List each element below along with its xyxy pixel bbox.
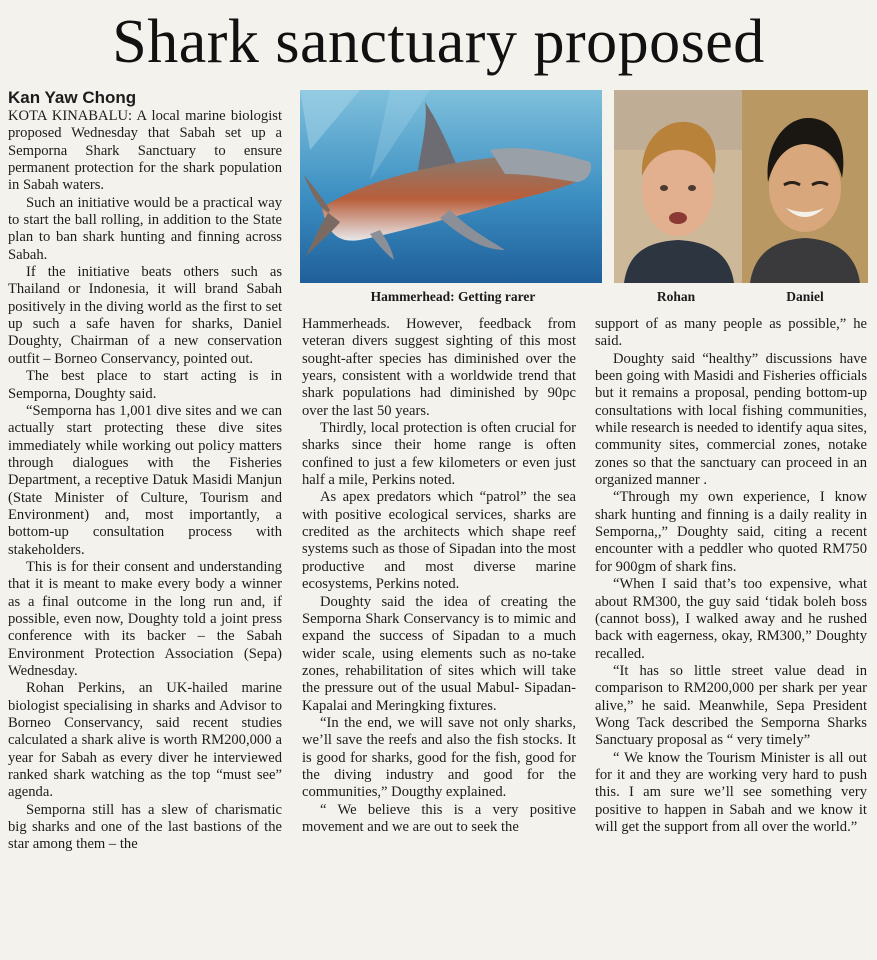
paragraph: Thirdly, local protection is often crucial for sharks since their home range is often confined to just a few kilometers or even just half a mile, Perkins noted.	[302, 420, 576, 489]
hammerhead-photo	[300, 90, 602, 283]
paragraph: “It has so little street value dead in comparison to RM200,000 per shark per year alive,” he said. Meanwhile, Sepa President Wong Tack described the Semporna Sharks Sanctuary proposal as “ very timely”	[595, 662, 867, 749]
paragraph: If the initiative beats others such as Thailand or Indonesia, it will brand Sabah positively in the diving world as the first to set up such a safe haven for sharks, Daniel Doughty, Chairman of a new conservation outfit – Borneo Conservancy, pointed out.	[8, 264, 282, 367]
paragraph: Doughty said the idea of creating the Semporna Shark Conservancy is to mimic and expand the success of Sipadan to a much wider scale, using elements such as no-take zones, rehabilitation of sites which will take the pressure out of the usual Mabul- Sipadan- Kapalai and Meringking fixtures.	[302, 593, 576, 714]
paragraph: “ We believe this is a very positive movement and we are out to seek the	[302, 801, 576, 835]
caption-rohan: Rohan	[656, 289, 696, 304]
paragraph: “Semporna has 1,001 dive sites and we can actually start protecting these dive sites immediately while working out policy matters through dialogues with the Fisheries Department, a receptive Datuk Masidi Manjun (State Minister of Culture, Tourism and Environment) and, most importantly, a bottom-up consultation process with stakeholders.	[8, 402, 282, 558]
paragraph: Doughty said “healthy” discussions have been going with Masidi and Fisheries officials but it remains a proposal, pending bottom-up consultations with local fishing communities, while research is needed to identify aqua sites, community sites, commercial zones, notake zones so that the sanctuary can proceed in an organized manner .	[595, 350, 867, 489]
paragraph: “Through my own experience, I know shark hunting and finning is a daily reality in Semporna,,” Doughty said, citing a recent encounter with a peddler who quoted RM750 for 900gm of shark fins.	[595, 489, 867, 575]
paragraph: “When I said that’s too expensive, what about RM300, the guy said ‘tidak boleh boss (cannot boss), I walked away and he rushed back with eagerness, okay, RM300,” Doughty recalled.	[595, 576, 867, 662]
headline: Shark sanctuary proposed	[112, 8, 765, 76]
paragraph: Such an initiative would be a practical way to start the ball rolling, in addition to the State plan to ban shark hunting and finning across Sabah.	[8, 194, 282, 263]
paragraph: “ We know the Tourism Minister is all out for it and they are working very hard to push this. I am sure we’ll see something very positive to happen in Sabah and we know it will get the support from all over the world.”	[595, 749, 867, 835]
paragraph: Hammerheads. However, feedback from veteran divers suggest sighting of this most sought-after species has diminished over the years, consistent with a worldwide trend that shark populations had diminished by 90pc over the last 50 years.	[302, 316, 576, 419]
paragraph: support of as many people as possible,” he said.	[595, 316, 867, 350]
paragraph: Rohan Perkins, an UK-hailed marine biologist specialising in sharks and Advisor to Borneo Conservancy, said recent studies calculated a shark alive is worth RM200,000 a year for Sabah as every diver he interviewed ranked shark watching as the top “must see” agenda.	[8, 680, 282, 801]
article-column-1	[8, 108, 282, 854]
daniel-photo	[742, 90, 868, 283]
rohan-photo	[614, 90, 742, 283]
caption-daniel: Daniel	[786, 289, 824, 304]
paragraph: This is for their consent and understanding that it is meant to make every body a winner as a final outcome in the long run and, if possible, even now, Doughty told a joint press conference with its backer – the Sabah Environment Protection Association (Sepa) Wednesday.	[8, 558, 282, 679]
caption-hammerhead: Hammerhead: Getting rarer	[370, 289, 536, 304]
paragraph: Semporna still has a slew of charismatic big sharks and one of the last bastions of the star among them – the	[8, 801, 282, 853]
byline: Kan Yaw Chong	[8, 88, 137, 107]
paragraph: As apex predators which “patrol” the sea with positive ecological services, sharks are credited as the architects which shape reef systems such as those of Sipadan into the most productive and most diverse marine ecosystems, Perkins noted.	[302, 489, 576, 593]
paragraph: KOTA KINABALU: A local marine biologist proposed Wednesday that Sabah set up a Semporna Shark Sanctuary to ensure permanent protection for the shark population in Sabah waters.	[8, 108, 282, 194]
paragraph: The best place to start acting is in Semporna, Doughty said.	[8, 368, 282, 402]
paragraph: “In the end, we will save not only sharks, we’ll save the reefs and also the fish stocks. It is good for sharks, good for the fish, good for the diving industry and good for the communities,” Dougthy explained.	[302, 714, 576, 801]
article-column-3	[595, 316, 867, 836]
article-column-2	[302, 316, 576, 836]
